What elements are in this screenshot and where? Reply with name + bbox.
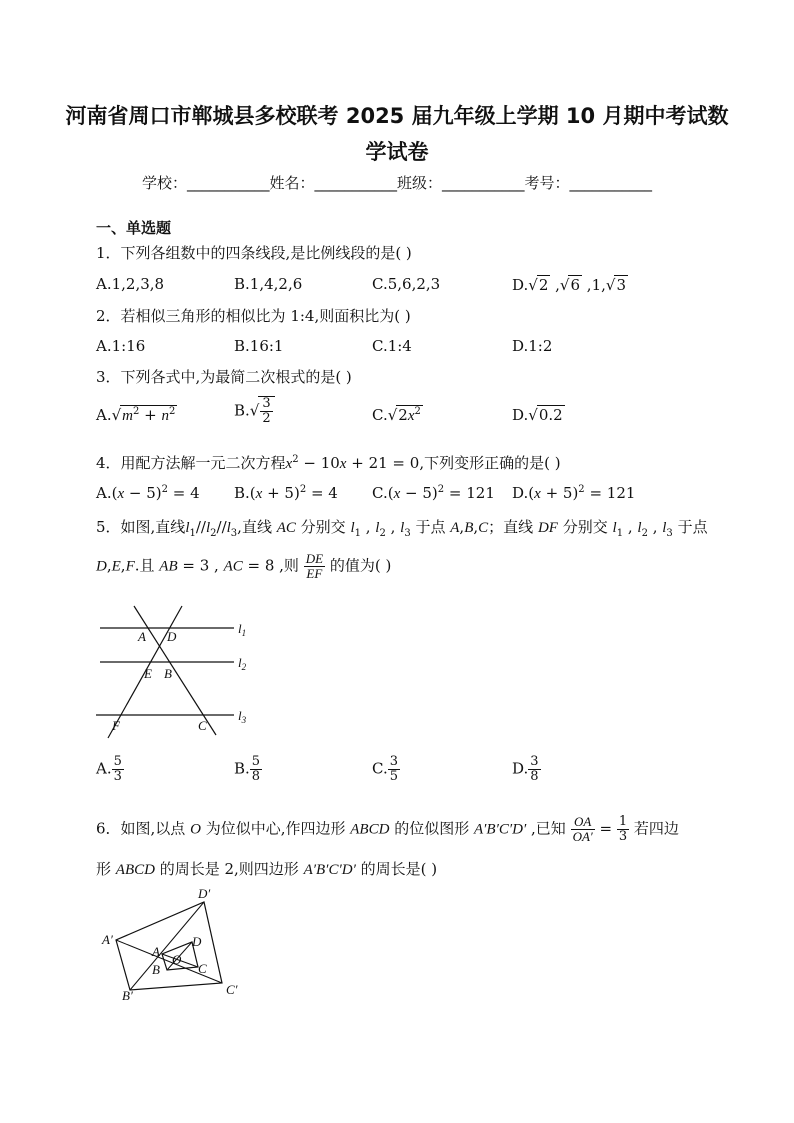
q4-option-c: $C.(x - 5)^2 = 121$	[372, 484, 495, 502]
q5-option-b: B. $\frac{5}{8}$	[234, 754, 261, 784]
label-b: B	[164, 666, 172, 681]
question-4: 4．用配方法解一元二次方程$x^2 - 10x + 21 = 0$,下列变形正确的是( )	[96, 454, 561, 472]
q1-option-d-label: D.	[512, 276, 529, 294]
label-d-prime: D′	[198, 886, 211, 901]
label-e: E	[144, 666, 152, 681]
q3-option-a: $A.√m^2 + n^2$	[96, 406, 176, 424]
q1-option-c: C.5,6,2,3	[372, 275, 441, 293]
question-5-line1: 5．如图,直线$l_1//l_2//l_3$,直线 AC 分别交 $l_1$ , $l_2$ , $l_3$ 于点 A,B,C；直线 DF 分别交 $l_1$ , $l_2$ , $l_3$ 于点	[96, 518, 708, 539]
q2-option-c: C.1:4	[372, 337, 412, 355]
q4-option-b: $B.(x + 5)^2 = 4$	[234, 484, 338, 502]
question-5-line2: D,E,F.且 AB = 3 , AC = 8 ,则 $\frac{DE}{EF}$ 的值为( )	[96, 551, 392, 581]
q5-parallel-lines-figure	[94, 600, 264, 745]
section-title: 一、单选题	[96, 219, 172, 237]
label-c: C	[198, 718, 207, 733]
student-info-line: 学校：___________姓名：___________班级：___________考号：___________	[141, 174, 652, 192]
q1-option-b: B.1,4,2,6	[234, 275, 303, 293]
label-o: O	[172, 952, 182, 967]
label-l1: $l_1$	[238, 621, 247, 638]
q5-option-d: D. $\frac{3}{8}$	[512, 754, 539, 784]
label-b-prime: B′	[122, 988, 133, 1003]
label-d: D	[167, 629, 177, 644]
label-a-prime: A′	[102, 932, 113, 947]
q4-option-d: $D.(x + 5)^2 = 121$	[512, 484, 636, 502]
q5-option-c: C. $\frac{3}{5}$	[372, 754, 398, 784]
label-l2: $l_2$	[238, 655, 247, 672]
label-d-inner: D	[192, 934, 202, 949]
page-title-line2: 学试卷	[365, 140, 429, 164]
q3-option-d: D.√0.2	[512, 406, 563, 424]
q4-option-a: $A.(x - 5)^2 = 4$	[96, 484, 200, 502]
q6-homothety-figure	[96, 880, 256, 1010]
label-l3: $l_3$	[238, 708, 247, 725]
label-a-inner: A	[152, 944, 160, 959]
question-6-line1: 6．如图,以点 O 为位似中心,作四边形 ABCD 的位似图形 A′B′C′D′ ,已知 $\frac{OA}{OA'}$ = $\frac{1}{3}$ 若四边	[96, 814, 679, 844]
q3-option-b: B.√ $\frac{3}{2}$	[234, 396, 275, 426]
label-c-inner: C	[198, 961, 207, 976]
question-1: 1．下列各组数中的四条线段,是比例线段的是( )	[96, 244, 412, 262]
label-f: F	[112, 718, 120, 733]
label-a: A	[138, 629, 146, 644]
q2-option-b: B.16:1	[234, 337, 284, 355]
label-c-prime: C′	[226, 982, 238, 997]
q5-option-a: A. $\frac{5}{3}$	[96, 754, 122, 784]
q1-option-a: A.1,2,3,8	[96, 275, 165, 293]
q2-option-d: D.1:2	[512, 337, 553, 355]
question-6-line2: 形 ABCD 的周长是 2,则四边形 A′B′C′D′ 的周长是( )	[96, 860, 438, 878]
question-2: 2．若相似三角形的相似比为 1:4,则面积比为( )	[96, 307, 411, 325]
q3-option-c: $C.√2x^2$	[372, 406, 421, 424]
q1-option-d: D.√2 ,√6 ,1,√3	[512, 276, 626, 294]
question-3: 3．下列各式中,为最简二次根式的是( )	[96, 368, 352, 386]
page-title-line1: 河南省周口市郸城县多校联考 2025 届九年级上学期 10 月期中考试数	[65, 104, 729, 128]
label-b-inner: B	[152, 962, 160, 977]
q2-option-a: A.1:16	[96, 337, 146, 355]
